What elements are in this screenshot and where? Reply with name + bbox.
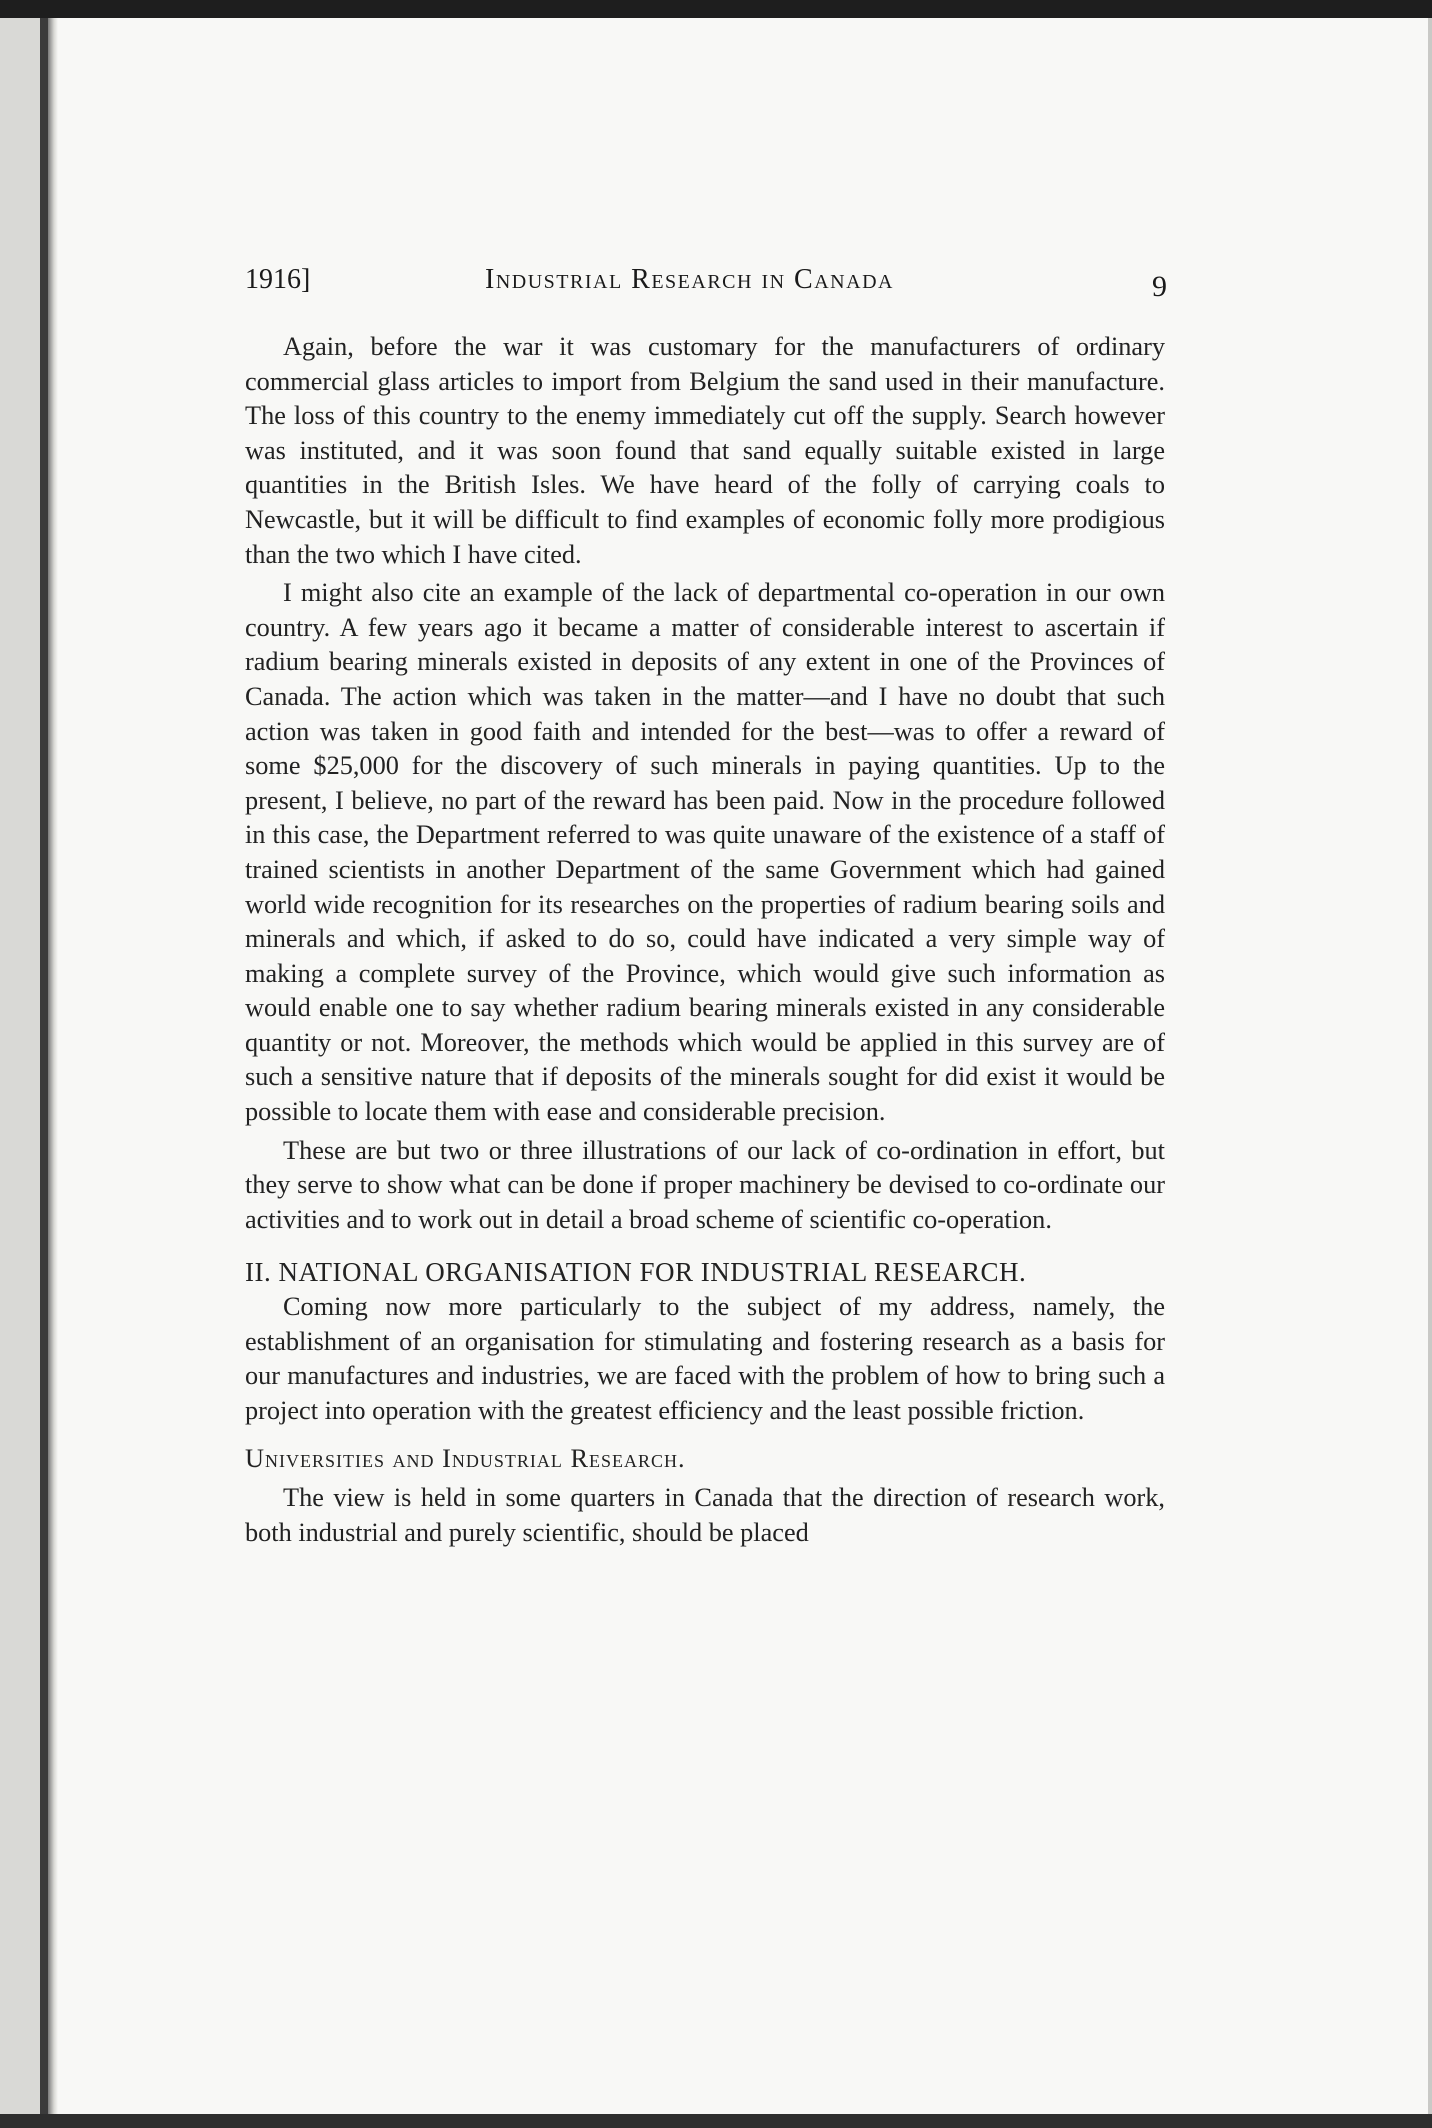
scan-bottom-border [0,2114,1432,2128]
paragraph-organisation: Coming now more particularly to the subject of my address, namely, the establishment of an organisation for stimulating and fostering research as a basis for our manufactures and industries, we are faced with the problem of how to bring such a project into operation with the greatest efficiency and the least possible friction. [245,1292,1165,1425]
paragraph-glass-sand: Again, before the war it was customary for the manufacturers of ordinary commercial glass articles to import from Belgium the sand used in their manufacture. The loss of this country to the enemy immediately cut off the supply. Search however was instituted, and it was soon found that sand equally suitable existed in large quantities in the British Isles. We have heard of the folly of carrying coals to Newcastle, but it will be difficult to find examples of economic folly more prodigious than the two which I have cited. [245,332,1165,569]
running-head [245,264,1175,304]
running-head-year: 1916] [245,264,311,295]
page-right-edge [1428,18,1432,2114]
page-binding-shadow [48,18,58,2114]
paragraph-co-ordination: These are but two or three illustrations of our lack of co-ordination in effort, but they serve to show what can be done if proper machinery be devised to co-ordinate our activities and to work out in detail a broad scheme of scientific co-operation. [245,1135,1165,1234]
scan-left-border [0,0,48,2128]
subsection-heading: Universities and Industrial Research. [245,1444,686,1474]
section-heading: II. NATIONAL ORGANISATION FOR INDUSTRIAL RESEARCH. [245,1257,1027,1288]
paragraph-radium-example: I might also cite an example of the lack of departmental co-operation in our own country. A few years ago it became a matter of considerable interest to ascertain if radium bearing minerals existed in deposits of any extent in one of the Provinces of Canada. The action which was taken in the matter—and I have no doubt that such action was taken in good faith and intended for the best—was to offer a reward of some $25,000 for the discovery of such minerals in paying quantities. Up to the present, I believe, no part of the reward has been paid. Now in the procedure followed in this case, the Department referred to was quite unaware of the existence of a staff of trained scientists in another Department of the same Government which had gained world wide recognition for its researches on the properties of radium bearing soils and minerals and which, if asked to do so, could have indicated a very simple way of making a complete survey of the Province, which would give such information as would enable one to say whether radium bearing minerals existed in any considerable quantity or not. Moreover, the methods which would be applied in this survey are of such a sensitive nature that if deposits of the minerals sought for did exist it would be possible to locate them with ease and considerable precision. [245,578,1165,1127]
paragraph-universities: The view is held in some quarters in Canada that the direction of research work, both industrial and purely scientific, should be placed [245,1483,1165,1547]
scan-top-border [0,0,1432,18]
running-head-title: Industrial Research in Canada [485,264,894,295]
page-body [245,330,1165,1550]
page-number: 9 [1152,270,1167,303]
